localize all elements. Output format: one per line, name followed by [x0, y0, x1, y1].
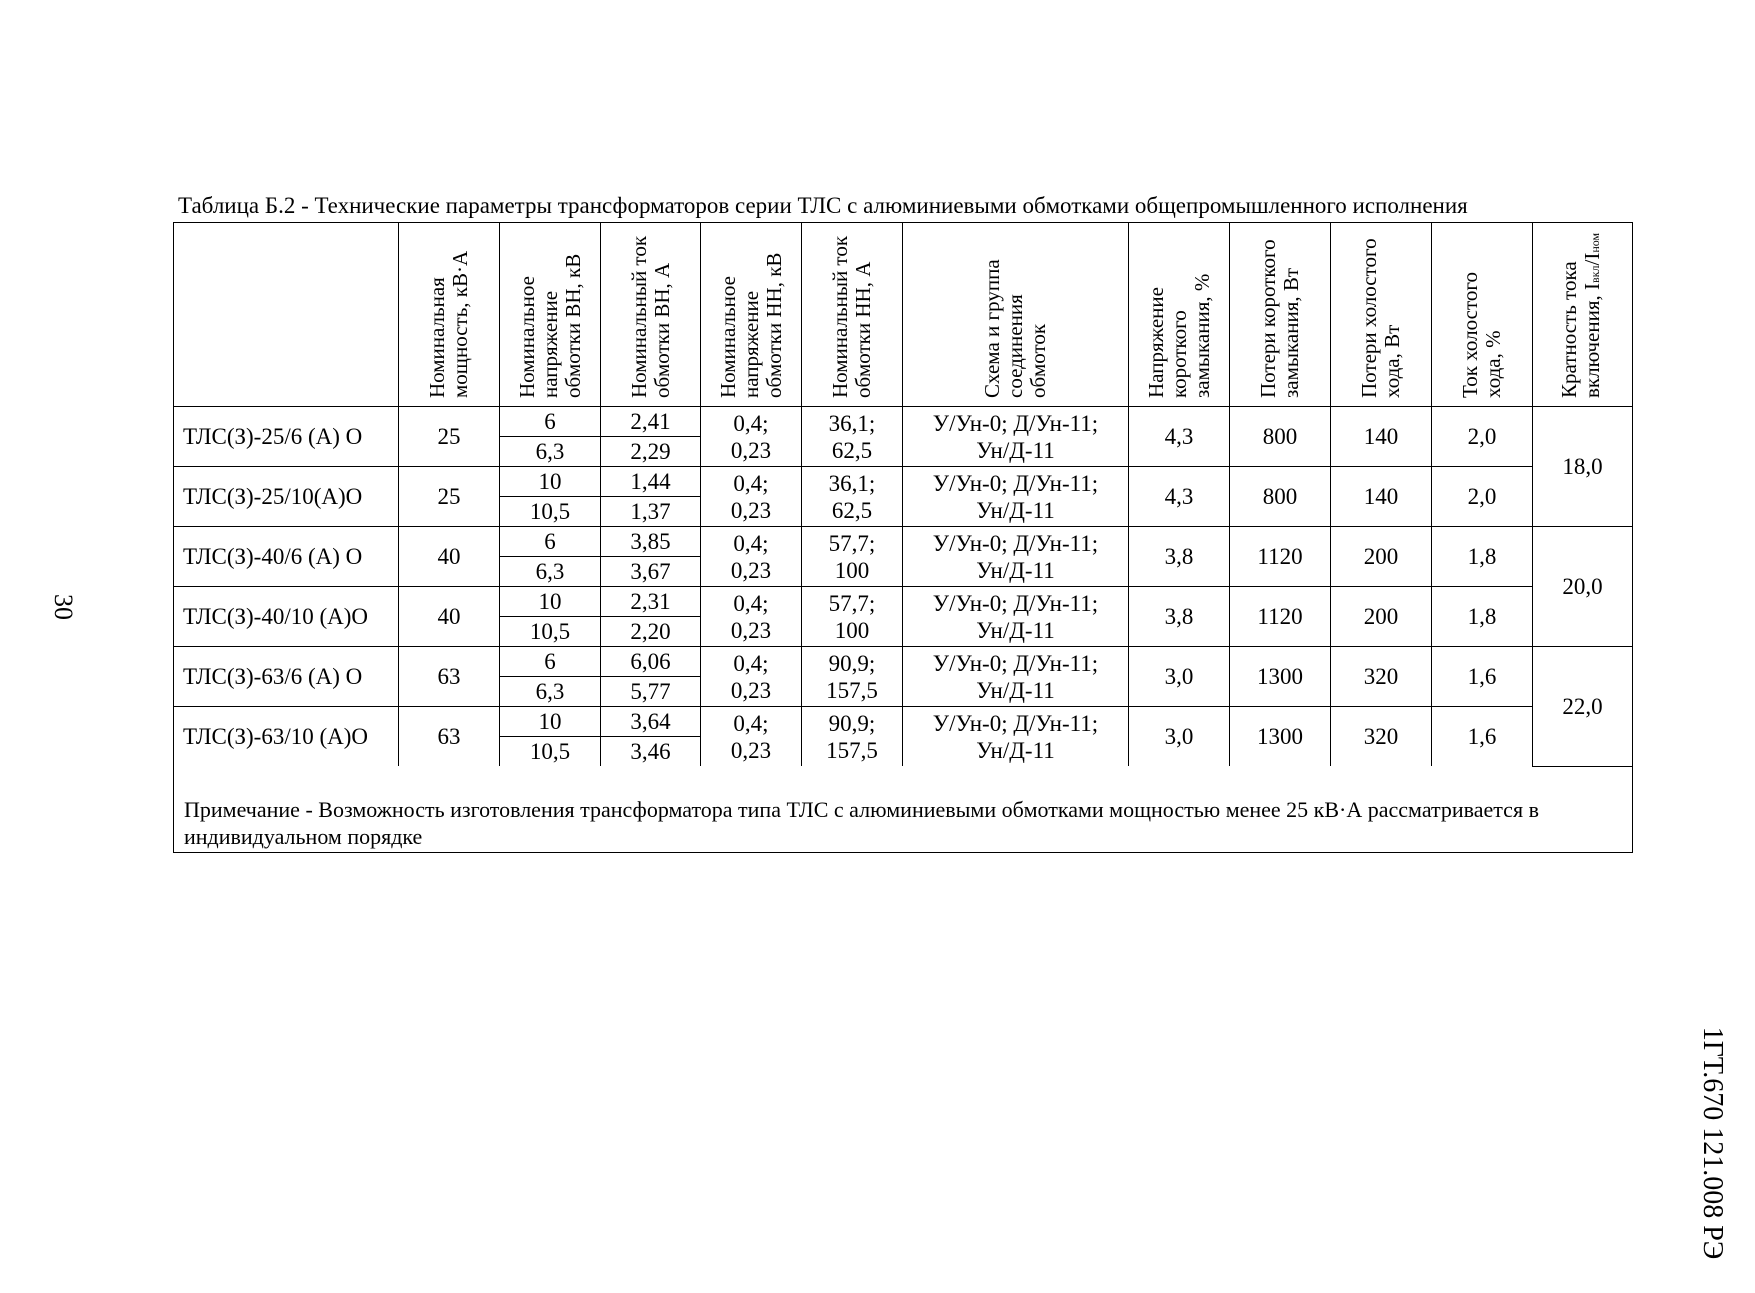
type-cell: ТЛС(З)-63/6 (А) О — [174, 647, 399, 707]
nl-losses-cell: 320 — [1331, 647, 1432, 707]
header-sc-losses — [1230, 223, 1331, 407]
lv-voltage-line2: 0,23 — [730, 617, 772, 643]
note-row — [174, 766, 1633, 852]
hv-voltage-cell: 10,5 — [500, 617, 601, 647]
header-hv-current-label: Номинальный ток обмотки ВН, А — [626, 235, 674, 398]
scheme-cell — [903, 707, 1129, 767]
hv-voltage-cell: 10,5 — [500, 737, 601, 767]
header-inrush-prefix: Кратность тока включения, — [1557, 260, 1604, 398]
header-nl-current — [1432, 223, 1533, 407]
lv-voltage-cell — [701, 707, 802, 767]
scheme-line2: Ун/Д-11 — [976, 557, 1055, 583]
scheme-line2: Ун/Д-11 — [976, 617, 1055, 643]
lv-current-line2: 62,5 — [831, 497, 873, 523]
hv-voltage-cell: 6,3 — [500, 437, 601, 467]
scheme-cell — [903, 587, 1129, 647]
lv-current-cell — [802, 647, 903, 707]
lv-current-line1: 57,7; — [828, 530, 876, 556]
header-type — [174, 223, 399, 407]
hv-current-cell: 3,85 — [601, 527, 701, 557]
header-nl-losses-label: Потери холостого хода, Вт — [1357, 237, 1404, 398]
lv-voltage-line1: 0,4; — [733, 410, 769, 436]
nl-losses-cell: 320 — [1331, 707, 1432, 767]
nl-losses-cell: 200 — [1331, 527, 1432, 587]
hv-current-cell: 1,37 — [601, 497, 701, 527]
sc-losses-cell: 1120 — [1230, 587, 1331, 647]
table-row — [174, 707, 1633, 737]
inrush-cell: 18,0 — [1533, 407, 1633, 527]
table-note: Примечание - Возможность изготовления трансформатора типа ТЛС с алюминиевыми обмотками мощностью менее 25 кВ·А рассматривается в индивидуальном порядке — [174, 766, 1633, 852]
scheme-line2: Ун/Д-11 — [976, 677, 1055, 703]
table-caption: Таблица Б.2 - Технические параметры трансформаторов серии ТЛС с алюминиевыми обмотками общепромышленного исполнения — [178, 193, 1468, 218]
header-inrush-sub2: ном — [1588, 232, 1602, 253]
hv-current-cell: 2,31 — [601, 587, 701, 617]
header-nl-current-label: Ток холостого хода, % — [1458, 271, 1505, 398]
inrush-cell: 22,0 — [1533, 647, 1633, 767]
lv-current-line2: 62,5 — [831, 437, 873, 463]
sc-voltage-cell: 3,8 — [1129, 527, 1230, 587]
header-sc-voltage-label: Напряжение короткого замыкания, % — [1143, 273, 1214, 398]
scheme-line2: Ун/Д-11 — [976, 437, 1055, 463]
document-code: 1ГТ.670 121.008 РЭ — [1697, 1026, 1728, 1260]
scheme-line2: Ун/Д-11 — [976, 737, 1055, 763]
sc-losses-cell: 1120 — [1230, 527, 1331, 587]
header-sc-voltage — [1129, 223, 1230, 407]
nl-current-cell: 2,0 — [1432, 407, 1533, 467]
hv-voltage-cell: 10 — [500, 587, 601, 617]
scheme-line1: У/Ун-0; Д/Ун-11; — [932, 650, 1099, 676]
table-row — [174, 527, 1633, 557]
lv-current-cell — [802, 707, 903, 767]
lv-current-line2: 157,5 — [826, 737, 878, 763]
nl-current-cell: 1,8 — [1432, 587, 1533, 647]
sc-losses-cell: 1300 — [1230, 707, 1331, 767]
lv-voltage-cell — [701, 407, 802, 467]
lv-voltage-line1: 0,4; — [733, 470, 769, 496]
table-row — [174, 407, 1633, 437]
header-sc-losses-label: Потери короткого замыкания, Вт — [1256, 238, 1303, 398]
lv-voltage-line2: 0,23 — [730, 437, 772, 463]
sc-losses-cell: 800 — [1230, 467, 1331, 527]
header-lv-current — [802, 223, 903, 407]
hv-voltage-cell: 10 — [500, 467, 601, 497]
lv-voltage-cell — [701, 527, 802, 587]
header-power — [399, 223, 500, 407]
scheme-line2: Ун/Д-11 — [976, 497, 1055, 523]
lv-current-line1: 36,1; — [828, 410, 876, 436]
hv-current-cell: 2,20 — [601, 617, 701, 647]
sc-voltage-cell: 4,3 — [1129, 407, 1230, 467]
hv-current-cell: 2,41 — [601, 407, 701, 437]
header-lv-voltage-label: Номинальное напряжение обмотки НН, кВ — [715, 252, 786, 398]
scheme-line1: У/Ун-0; Д/Ун-11; — [932, 710, 1099, 736]
type-cell: ТЛС(З)-40/10 (А)О — [174, 587, 399, 647]
hv-voltage-cell: 6,3 — [500, 677, 601, 707]
lv-current-cell — [802, 467, 903, 527]
header-inrush-label — [1558, 226, 1607, 398]
hv-voltage-cell: 6 — [500, 647, 601, 677]
nl-current-cell: 1,6 — [1432, 647, 1533, 707]
page-number: 30 — [49, 594, 78, 620]
scheme-cell — [903, 407, 1129, 467]
scheme-line1: У/Ун-0; Д/Ун-11; — [932, 410, 1099, 436]
lv-current-line2: 157,5 — [826, 677, 878, 703]
power-cell: 25 — [399, 407, 500, 467]
sc-voltage-cell: 4,3 — [1129, 467, 1230, 527]
hv-voltage-cell: 10,5 — [500, 497, 601, 527]
lv-voltage-line2: 0,23 — [730, 497, 772, 523]
lv-voltage-line1: 0,4; — [733, 530, 769, 556]
scheme-cell — [903, 647, 1129, 707]
header-inrush — [1533, 223, 1633, 407]
lv-voltage-cell — [701, 467, 802, 527]
type-cell: ТЛС(З)-25/10(А)О — [174, 467, 399, 527]
nl-current-cell: 1,6 — [1432, 707, 1533, 767]
lv-current-line1: 90,9; — [828, 710, 876, 736]
lv-voltage-line2: 0,23 — [730, 677, 772, 703]
header-row — [174, 223, 1633, 407]
hv-current-cell: 6,06 — [601, 647, 701, 677]
header-inrush-sub1: вкл — [1588, 265, 1602, 283]
sc-losses-cell: 800 — [1230, 407, 1331, 467]
nl-losses-cell: 140 — [1331, 467, 1432, 527]
sc-voltage-cell: 3,0 — [1129, 647, 1230, 707]
header-lv-voltage — [701, 223, 802, 407]
lv-current-line1: 36,1; — [828, 470, 876, 496]
lv-voltage-line2: 0,23 — [730, 737, 772, 763]
type-cell: ТЛС(З)-40/6 (А) О — [174, 527, 399, 587]
lv-voltage-line1: 0,4; — [733, 590, 769, 616]
scheme-cell — [903, 527, 1129, 587]
hv-voltage-cell: 6 — [500, 407, 601, 437]
header-hv-current — [601, 223, 701, 407]
lv-current-cell — [802, 527, 903, 587]
hv-voltage-cell: 6 — [500, 527, 601, 557]
lv-current-line2: 100 — [834, 617, 870, 643]
header-inrush-i: I — [1580, 282, 1604, 290]
header-hv-voltage-label: Номинальное напряжение обмотки ВН, кВ — [514, 253, 585, 398]
nl-losses-cell: 140 — [1331, 407, 1432, 467]
scheme-line1: У/Ун-0; Д/Ун-11; — [932, 530, 1099, 556]
nl-current-cell: 2,0 — [1432, 467, 1533, 527]
hv-current-cell: 5,77 — [601, 677, 701, 707]
header-lv-current-label: Номинальный ток обмотки НН, А — [828, 235, 875, 398]
sc-voltage-cell: 3,8 — [1129, 587, 1230, 647]
hv-current-cell: 3,46 — [601, 737, 701, 767]
inrush-cell: 20,0 — [1533, 527, 1633, 647]
power-cell: 63 — [399, 647, 500, 707]
transformer-parameters-table — [173, 222, 1633, 853]
table-row — [174, 467, 1633, 497]
sc-losses-cell: 1300 — [1230, 647, 1331, 707]
lv-voltage-line1: 0,4; — [733, 650, 769, 676]
header-power-label: Номинальная мощность, кВ·А — [425, 250, 472, 398]
hv-voltage-cell: 6,3 — [500, 557, 601, 587]
table-row — [174, 647, 1633, 677]
hv-current-cell: 1,44 — [601, 467, 701, 497]
nl-losses-cell: 200 — [1331, 587, 1432, 647]
type-cell: ТЛС(З)-25/6 (А) О — [174, 407, 399, 467]
sc-voltage-cell: 3,0 — [1129, 707, 1230, 767]
scheme-line1: У/Ун-0; Д/Ун-11; — [932, 590, 1099, 616]
power-cell: 40 — [399, 527, 500, 587]
lv-voltage-cell — [701, 647, 802, 707]
hv-current-cell: 2,29 — [601, 437, 701, 467]
hv-current-cell: 3,64 — [601, 707, 701, 737]
lv-voltage-line2: 0,23 — [730, 557, 772, 583]
hv-current-cell: 3,67 — [601, 557, 701, 587]
header-nl-losses — [1331, 223, 1432, 407]
header-scheme — [903, 223, 1129, 407]
lv-current-line1: 57,7; — [828, 590, 876, 616]
header-scheme-label: Схема и группа соединения обмоток — [980, 258, 1050, 398]
lv-voltage-line1: 0,4; — [733, 710, 769, 736]
table-row — [174, 587, 1633, 617]
type-cell: ТЛС(З)-63/10 (А)О — [174, 707, 399, 767]
header-inrush-slash: /I — [1580, 252, 1604, 265]
lv-voltage-cell — [701, 587, 802, 647]
header-hv-voltage — [500, 223, 601, 407]
nl-current-cell: 1,8 — [1432, 527, 1533, 587]
hv-voltage-cell: 10 — [500, 707, 601, 737]
power-cell: 25 — [399, 467, 500, 527]
lv-current-line1: 90,9; — [828, 650, 876, 676]
power-cell: 40 — [399, 587, 500, 647]
scheme-line1: У/Ун-0; Д/Ун-11; — [932, 470, 1099, 496]
lv-current-line2: 100 — [834, 557, 870, 583]
lv-current-cell — [802, 587, 903, 647]
power-cell: 63 — [399, 707, 500, 767]
scheme-cell — [903, 467, 1129, 527]
lv-current-cell — [802, 407, 903, 467]
